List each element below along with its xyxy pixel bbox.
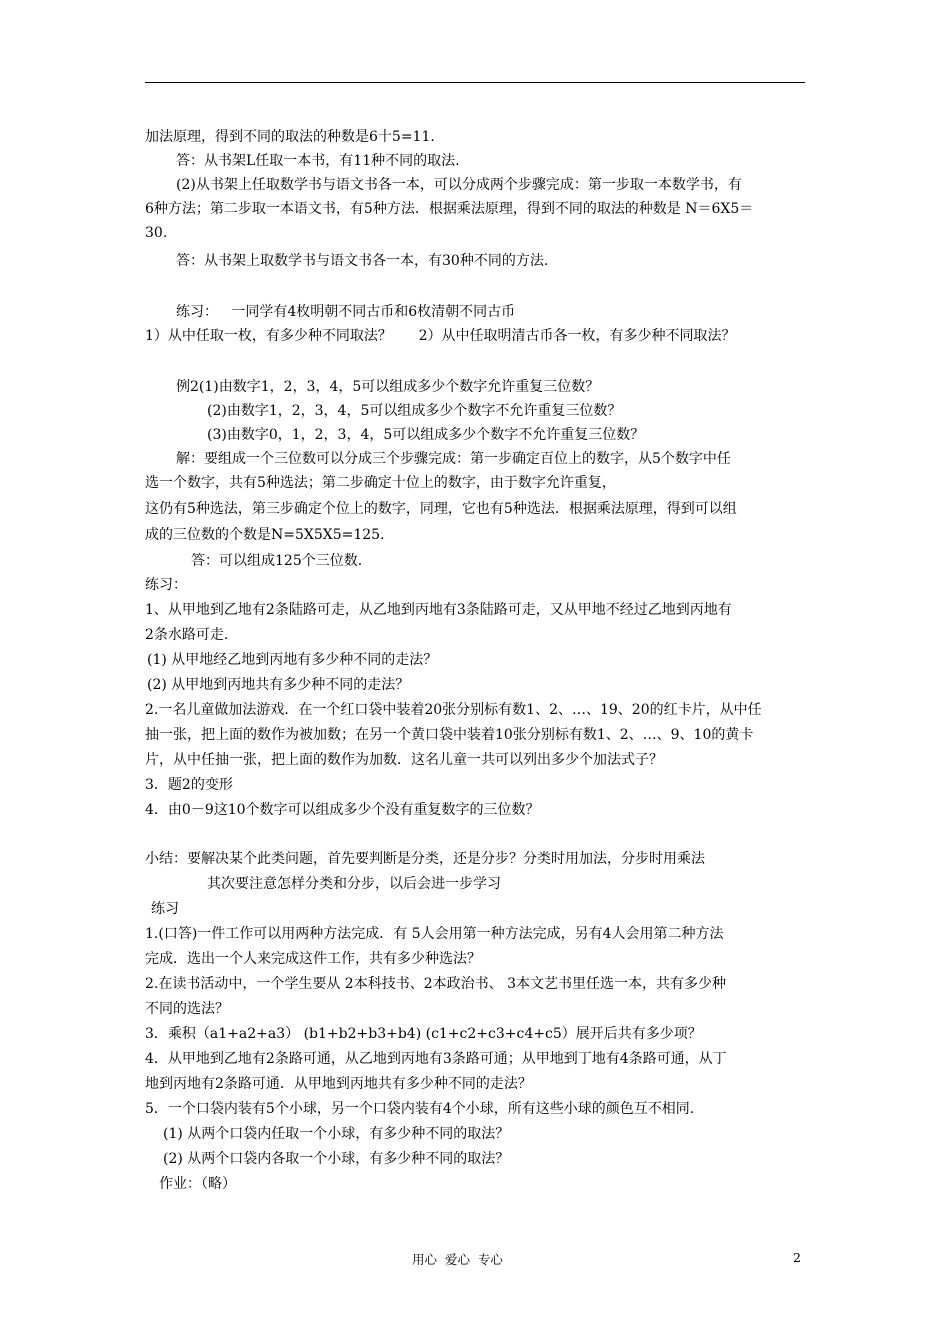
text-line: 2条水路可走. [145,627,229,643]
text-line: 例2(1)由数字1，2，3，4，5可以组成多少个数字允许重复三位数？ [176,379,600,395]
footer-text: 用心 爱心 专心 [412,1252,503,1267]
text-line: 成的三位数的个数是N=5X5X5=125. [145,527,385,543]
text-line: (1) 从甲地经乙地到丙地有多少种不同的走法？ [147,652,438,668]
text-line: 不同的选法？ [145,1001,229,1017]
text-line: (3)由数字0，1，2，3，4，5可以组成多少个数字不允许重复三位数？ [207,427,645,443]
text-line: 小结：要解决某个此类问题，首先要判断是分类，还是分步？分类时用加法，分步时用乘法 [145,851,705,867]
text-line: 这仍有5种选法，第三步确定个位上的数字，同理，它也有5种选法．根据乘法原理，得到可以组 [145,501,737,517]
text-line: 练习： 一同学有4枚明朝不同古币和6枚清朝不同古币 [176,304,516,320]
text-line: 3．题2的变形 [145,777,233,793]
text-line: (2) 从甲地到丙地共有多少种不同的走法？ [147,677,410,693]
text-line: 其次要注意怎样分类和分步，以后会进一步学习 [207,876,501,892]
text-line: (1) 从两个口袋内任取一个小球，有多少种不同的取法？ [163,1126,510,1142]
text-line: 完成．选出一个人来完成这件工作，共有多少种选法？ [145,951,481,967]
text-line: 5．一个口袋内装有5个小球，另一个口袋内装有4个小球，所有这些小球的颜色互不相同. [145,1101,695,1117]
text-line: 加法原理，得到不同的取法的种数是6十5=11. [145,129,435,145]
header-rule [145,82,805,83]
text-line: (2)由数字1，2，3，4，5可以组成多少个数字不允许重复三位数？ [207,403,622,419]
text-line: 1.(口答)一件工作可以用两种方法完成．有 5人会用第一种方法完成，另有4人会用第二种方法 [145,926,724,942]
text-line: 2.一名儿童做加法游戏．在一个红口袋中装着20张分别标有数1、2、…、19、20的红卡片，从中任 [145,702,762,718]
text-line: 片，从中任抽一张，把上面的数作为加数．这名儿童一共可以列出多少个加法式子？ [145,752,663,768]
text-line: 抽一张，把上面的数作为被加数；在另一个黄口袋中装着10张分别标有数1、2、…、9、10的黄卡 [145,727,754,743]
text-line: 地到丙地有2条路可通．从甲地到丙地共有多少种不同的走法？ [145,1076,532,1092]
text-line: 选一个数字，共有5种选法；第二步确定十位上的数字，由于数字允许重复， [145,475,616,491]
text-line: 练习 [151,901,179,917]
text-line: 作业：（略） [159,1176,236,1192]
text-line: 答：从书架上取数学书与语文书各一本，有30种不同的方法. [176,253,549,269]
text-line: 4．由0－9这10个数字可以组成多少个没有重复数字的三位数？ [145,802,540,818]
page-number: 2 [793,1250,801,1265]
text-line: 3．乘积（a1+a2+a3） (b1+b2+b3+b4) (c1+c2+c3+c4+c5）展开后共有多少项？ [145,1026,702,1042]
text-line: (2) 从两个口袋内各取一个小球，有多少种不同的取法？ [163,1151,510,1167]
text-line: 练习： [145,577,187,593]
text-line: 6种方法；第二步取一本语文书，有5种方法．根据乘法原理，得到不同的取法的种数是 N＝6X5＝ [145,201,754,217]
text-line: 4．从甲地到乙地有2条路可通，从乙地到丙地有3条路可通；从甲地到丁地有4条路可通，从丁 [145,1051,727,1067]
text-line: 1、从甲地到乙地有2条陆路可走，从乙地到丙地有3条陆路可走，又从甲地不经过乙地到丙地有 [145,602,732,618]
text-line: 解：要组成一个三位数可以分成三个步骤完成：第一步确定百位上的数字，从5个数字中任 [176,451,731,467]
text-line: 答：可以组成125个三位数. [191,553,363,569]
text-line: 2.在读书活动中，一个学生要从 2本科技书、2本政治书、 3本文艺书里任选一本，共有多少种 [145,976,726,992]
text-line: 30. [145,225,168,241]
text-line: 答：从书架L任取一本书，有11种不同的取法. [176,153,460,169]
text-line: 1）从中任取一枚，有多少种不同取法？ 2）从中任取明清古币各一枚，有多少种不同取法？ [145,328,736,344]
text-line: (2)从书架上任取数学书与语文书各一本，可以分成两个步骤完成：第一步取一本数学书，有 [176,177,742,193]
